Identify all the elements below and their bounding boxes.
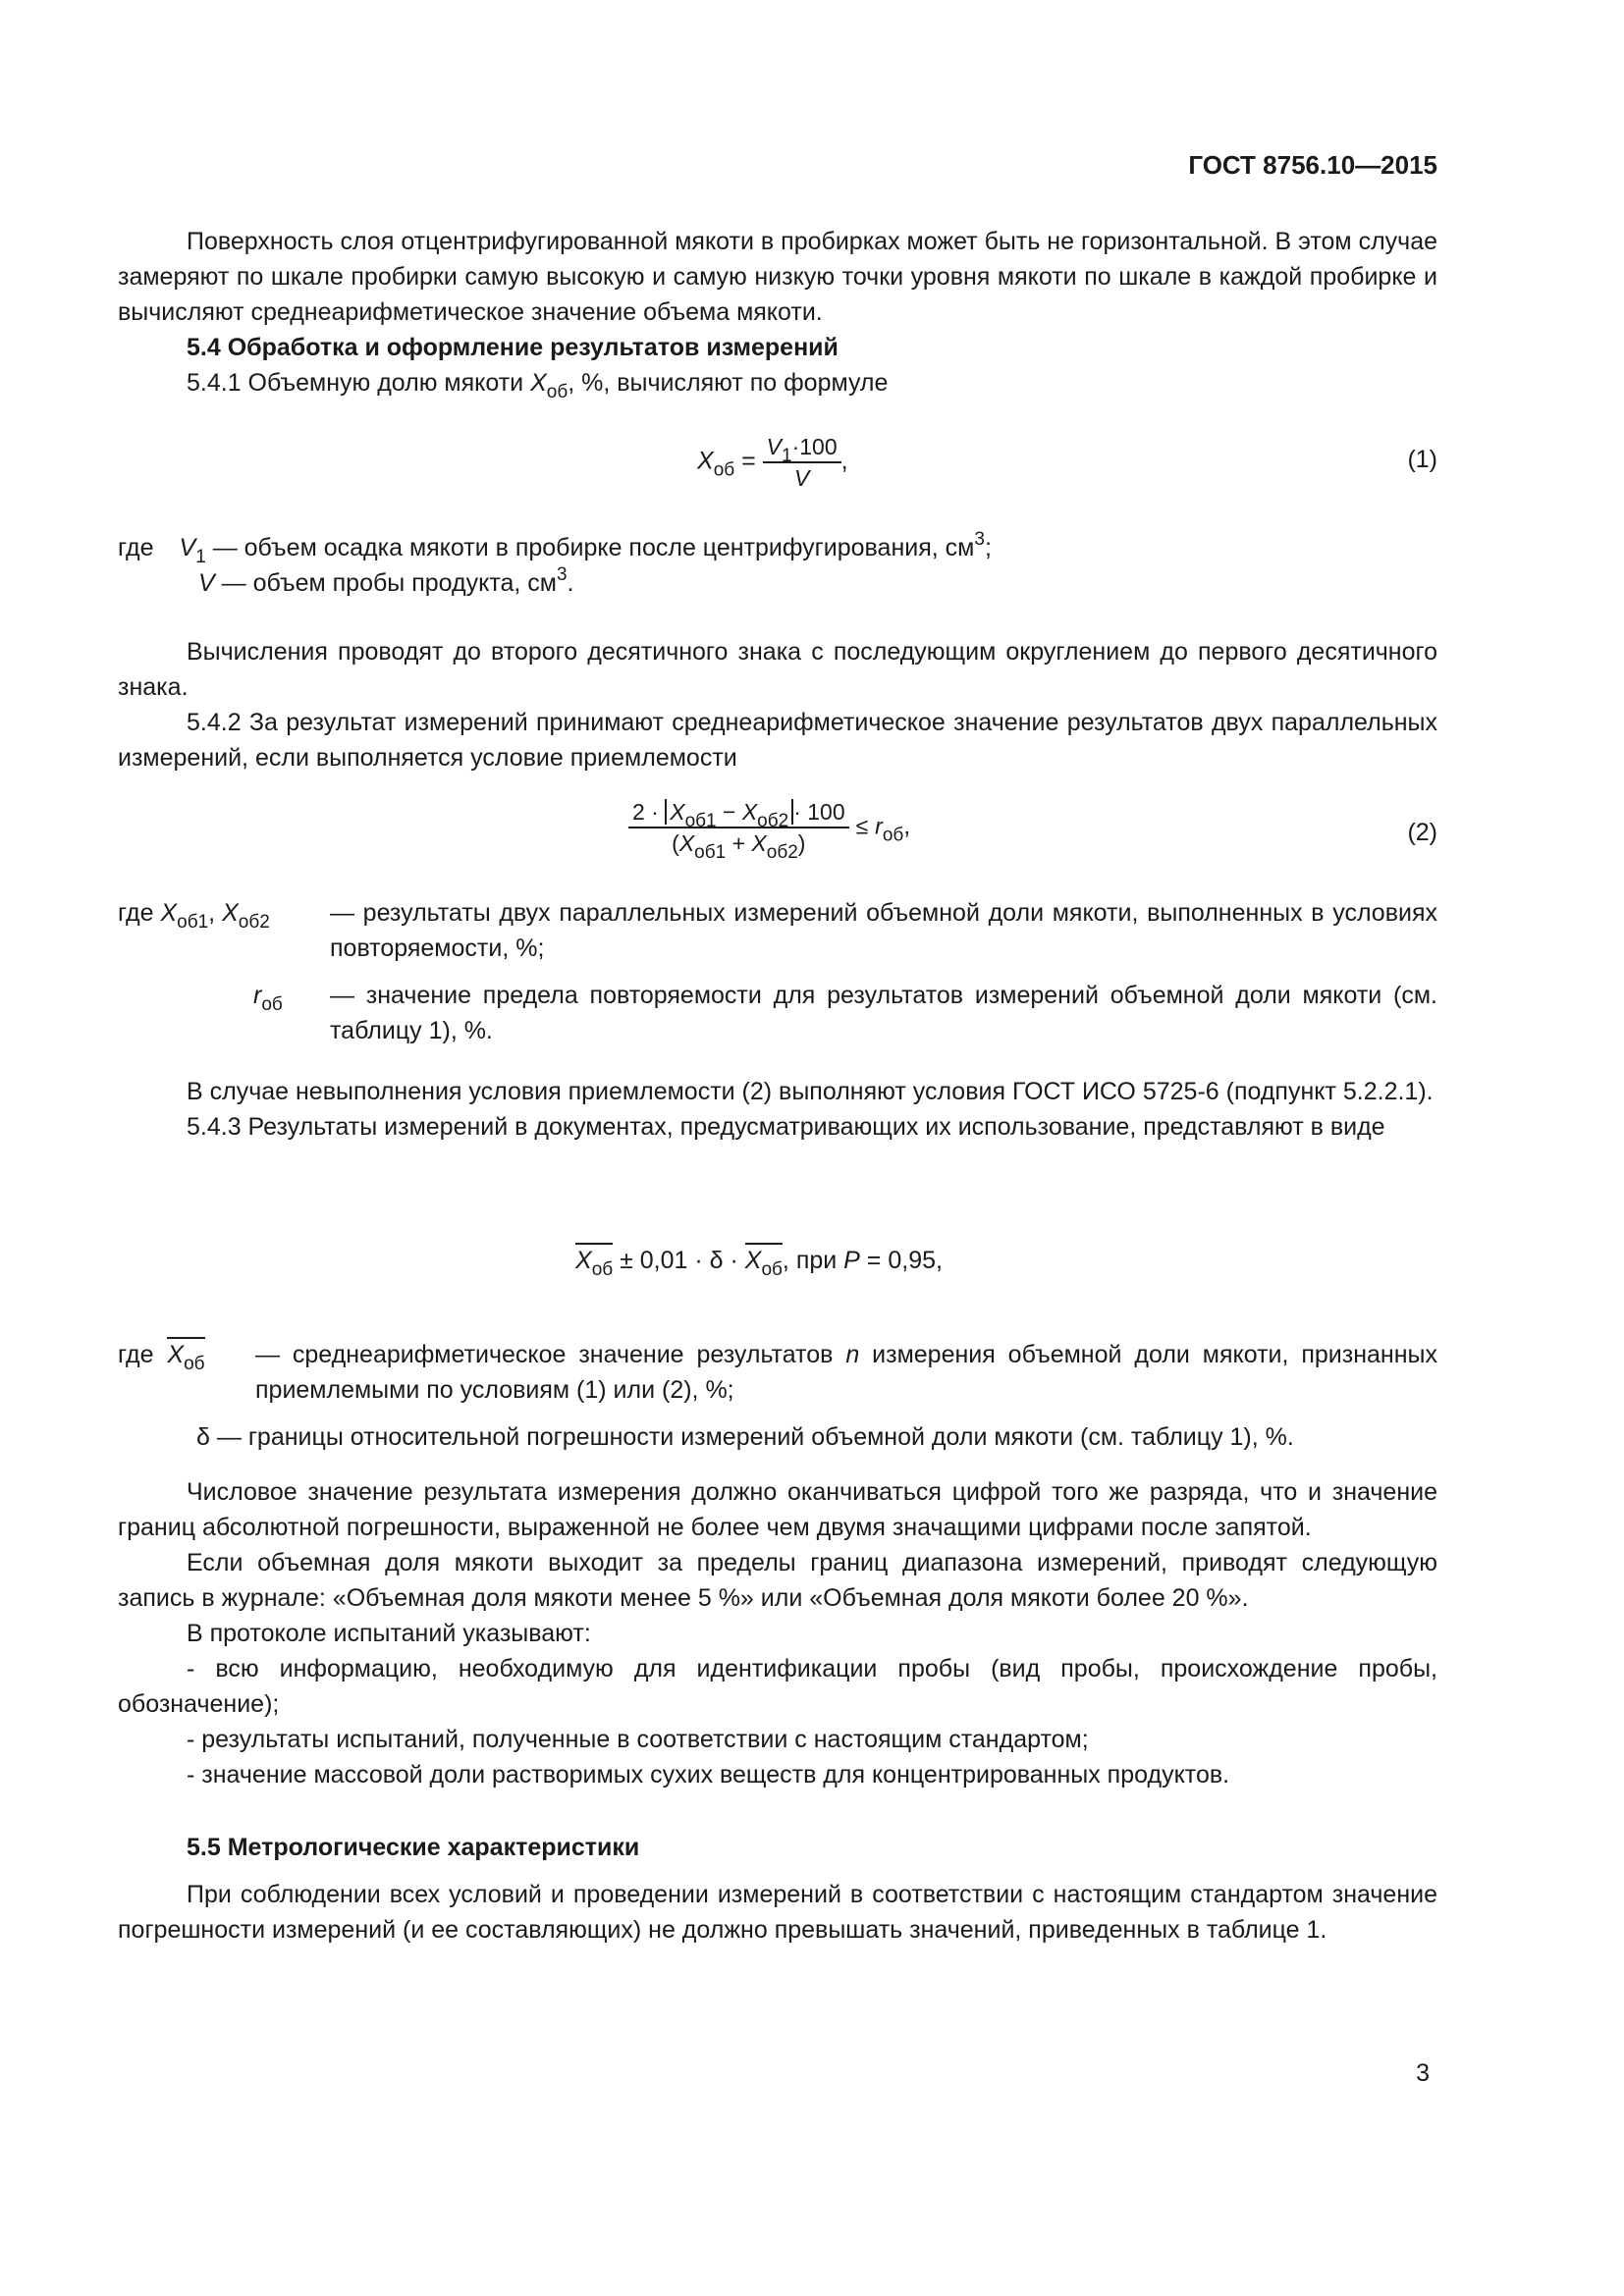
formula-2-lparen: ( — [672, 830, 679, 856]
formula-1 — [118, 432, 1437, 495]
legend-formula-2 — [118, 895, 1437, 1048]
subscript-ob: об — [546, 382, 568, 402]
section-heading-5-5: 5.5 Метрологические характеристики — [187, 1834, 640, 1861]
document-code-header: ГОСТ 8756.10—2015 — [1188, 150, 1437, 180]
legend-mean-n: n — [845, 1341, 860, 1368]
notes-section — [118, 1474, 1437, 1792]
legend-x1-x2 — [118, 895, 1437, 966]
legend-mean-label — [118, 1337, 205, 1372]
section-5-4 — [118, 330, 1437, 400]
formula-3-mean-2 — [744, 1243, 783, 1280]
legend-v-unit-power: 3 — [556, 564, 568, 585]
legend-formula-1 — [118, 530, 1437, 601]
legend-delta-symbol: δ — [196, 1423, 210, 1451]
formula-3-mid: , при — [782, 1247, 844, 1274]
legend-2-where-word: где — [118, 899, 161, 927]
formula-2-x1-sub: об1 — [684, 811, 717, 831]
legend-mean-text — [255, 1337, 1437, 1408]
legend-v1-unit-power: 3 — [974, 529, 985, 550]
legend-3-where-word: где — [118, 1341, 154, 1368]
formula-2-number: (2) — [1407, 819, 1437, 846]
formula-2-x2: X — [741, 799, 758, 825]
legend-v-symbol: V — [198, 569, 215, 597]
intro-section — [118, 224, 1437, 330]
calc-section — [118, 634, 1437, 775]
legend-mean-text-a: — среднеарифметическое значение результатов — [255, 1341, 846, 1368]
legend-v1-end: ; — [984, 534, 992, 561]
formula-3-end: = 0,95, — [859, 1247, 943, 1274]
formula-3-x-a: X — [575, 1247, 592, 1274]
legend-r-sub: об — [261, 994, 283, 1015]
formula-2-denominator — [628, 828, 849, 863]
legend-where-word: где — [118, 534, 154, 561]
fail-section — [118, 1074, 1437, 1145]
intro-paragraph: Поверхность слоя отцентрифугированной мякоти в пробирках может быть не горизонтальной. В этом случае замеряют по шкале пробирки самую высокую и самую низкую точки уровня мякоти по шкале в каждой пробирке и вычисляют среднеарифметическое значение объема мякоти. — [118, 228, 1437, 326]
formula-3-p: P — [843, 1247, 860, 1274]
metrology-paragraph: При соблюдении всех условий и проведении измерений в соответствии с настоящим стандартом значение погрешности измерений (и ее составляющих) не должно превышать значений, приведенных в таблице 1. — [118, 1881, 1437, 1944]
legend-delta — [118, 1419, 1437, 1455]
clause-5-4-1-text-b: , %, вычисляют по формуле — [568, 369, 889, 397]
formula-2-d-x1: X — [678, 830, 695, 856]
formula-2-times-100: · 100 — [793, 799, 845, 825]
formula-2-r-sub: об — [882, 825, 904, 846]
legend-mean — [118, 1337, 1437, 1408]
legend-x1-x2-text: — результаты двух параллельных измерений объемной доли мякоти, выполненных в условиях повторяемости, %; — [330, 899, 1437, 962]
formula-2-minus: − — [716, 799, 742, 825]
legend-2-x2-sub: об2 — [238, 912, 270, 933]
formula-2-plus: + — [726, 830, 752, 856]
formula-2-two: 2 · — [632, 799, 659, 825]
legend-2-x1: X — [160, 899, 178, 927]
formula-1-v1: V — [766, 434, 782, 459]
numeric-value-note: Числовое значение результата измерения должно оканчиваться цифрой того же разряда, что и значение границ абсолютной погрешности, выраженной не более чем двумя значащими цифрами после запятой. — [118, 1478, 1437, 1541]
formula-2-x1: X — [670, 799, 685, 825]
formula-3-pm: ± 0,01 · — [613, 1247, 710, 1274]
formula-1-sub: об — [713, 459, 735, 481]
legend-v — [118, 565, 1437, 601]
formula-2-expression — [628, 797, 911, 863]
formula-1-number: (1) — [1407, 446, 1437, 473]
formula-3-mean-1 — [575, 1243, 614, 1280]
formula-2-r: r — [875, 813, 883, 839]
formula-3-x-b-sub: об — [761, 1259, 783, 1280]
formula-3-x-b: X — [744, 1247, 762, 1274]
formula-2-comma: , — [903, 812, 911, 840]
formula-1-times-100: ·100 — [791, 434, 838, 459]
legend-v-end: . — [567, 569, 574, 597]
formula-2-d-x1-sub: об1 — [694, 842, 727, 863]
legend-3-x: X — [167, 1341, 185, 1368]
legend-r — [118, 978, 1437, 1048]
legend-formula-3 — [118, 1337, 1437, 1455]
formula-2-le: ≤ — [855, 813, 869, 839]
page-number: 3 — [1416, 2059, 1430, 2087]
formula-1-comma: , — [840, 447, 848, 475]
formula-3-delta: δ — [709, 1247, 724, 1274]
legend-mean-text-b: измерения объемной доли мякоти, признанных приемлемыми по условиям (1) или (2), %; — [255, 1341, 1438, 1404]
legend-2-x2: X — [222, 899, 239, 927]
section-heading-5-4: 5.4 Обработка и оформление результатов измерений — [187, 334, 839, 361]
formula-1-numerator — [763, 432, 841, 466]
protocol-item: - значение массовой доли растворимых сухих веществ для концентрированных продуктов. — [187, 1761, 1230, 1789]
calculation-note: Вычисления проводят до второго десятичного знака с последующим округлением до первого десятичного знака. — [118, 638, 1437, 701]
formula-1-x: X — [697, 447, 714, 475]
legend-x1-x2-label — [118, 895, 270, 931]
legend-v1-text: — объем осадка мякоти в пробирке после центрифугирования, см — [205, 534, 975, 561]
legend-r-label — [253, 978, 283, 1013]
formula-1-fraction — [763, 432, 841, 493]
formula-1-v1-sub: 1 — [782, 446, 792, 466]
legend-2-x1-sub: об1 — [177, 912, 209, 933]
formula-2-x2-sub: об2 — [757, 811, 789, 831]
formula-1-equals: = — [741, 447, 756, 475]
legend-v1-symbol: V — [179, 534, 196, 561]
legend-v1 — [118, 530, 1437, 565]
formula-2-fraction — [628, 797, 849, 863]
formula-2-abs — [665, 799, 793, 831]
legend-r-symbol: r — [253, 982, 262, 1009]
formula-2-numerator — [628, 797, 849, 831]
formula-3-x-a-sub: об — [591, 1259, 614, 1280]
clause-5-4-2: 5.4.2 За результат измерений принимают среднеарифметическое значение результатов двух параллельных измерений, если выполняется условие приемлемости — [118, 709, 1437, 772]
formula-1-denominator: V — [793, 465, 810, 491]
formula-3-dot: · — [723, 1247, 745, 1274]
legend-v-text: — объем пробы продукта, см — [214, 569, 557, 597]
clause-5-4-1 — [118, 365, 1437, 400]
clause-5-4-3: 5.4.3 Результаты измерений в документах, предусматривающих их использование, представляют в виде — [187, 1113, 1385, 1141]
protocol-item: - всю информацию, необходимую для идентификации пробы (вид пробы, происхождение пробы, обозначение); — [118, 1655, 1437, 1718]
formula-2-d-x2-sub: об2 — [766, 842, 798, 863]
formula-3-expression — [575, 1243, 943, 1278]
protocol-item: - результаты испытаний, полученные в соответствии с настоящим стандартом; — [187, 1726, 1089, 1753]
formula-1-expression — [697, 432, 848, 493]
formula-2 — [118, 797, 1437, 876]
acceptability-failure-note: В случае невыполнения условия приемлемости (2) выполняют условия ГОСТ ИСО 5725-6 (подпункт 5.2.2.1). — [187, 1078, 1434, 1105]
document-page — [118, 0, 1437, 2296]
range-note: Если объемная доля мякоти выходит за пределы границ диапазона измерений, приводят следующую запись в журнале: «Объемная доля мякоти менее 5 %» или «Объемная доля мякоти более 20 %». — [118, 1549, 1437, 1612]
clause-5-4-1-text-a: 5.4.1 Объемную долю мякоти — [187, 369, 531, 397]
legend-2-sep: , — [208, 899, 223, 927]
legend-r-text: — значение предела повторяемости для результатов измерений объемной доли мякоти (см. таблицу 1), %. — [330, 982, 1437, 1044]
protocol-intro: В протоколе испытаний указывают: — [187, 1620, 591, 1647]
legend-3-x-sub: об — [184, 1354, 205, 1374]
legend-delta-text: — границы относительной погрешности измерений объемной доли мякоти (см. таблицу 1), %. — [209, 1423, 1294, 1451]
symbol-x: X — [530, 369, 547, 397]
formula-2-d-x2: X — [751, 830, 767, 856]
legend-3-mean — [167, 1337, 205, 1374]
legend-v1-sub: 1 — [195, 547, 206, 567]
section-5-5 — [118, 1830, 1437, 1948]
formula-2-rparen: ) — [797, 830, 806, 856]
